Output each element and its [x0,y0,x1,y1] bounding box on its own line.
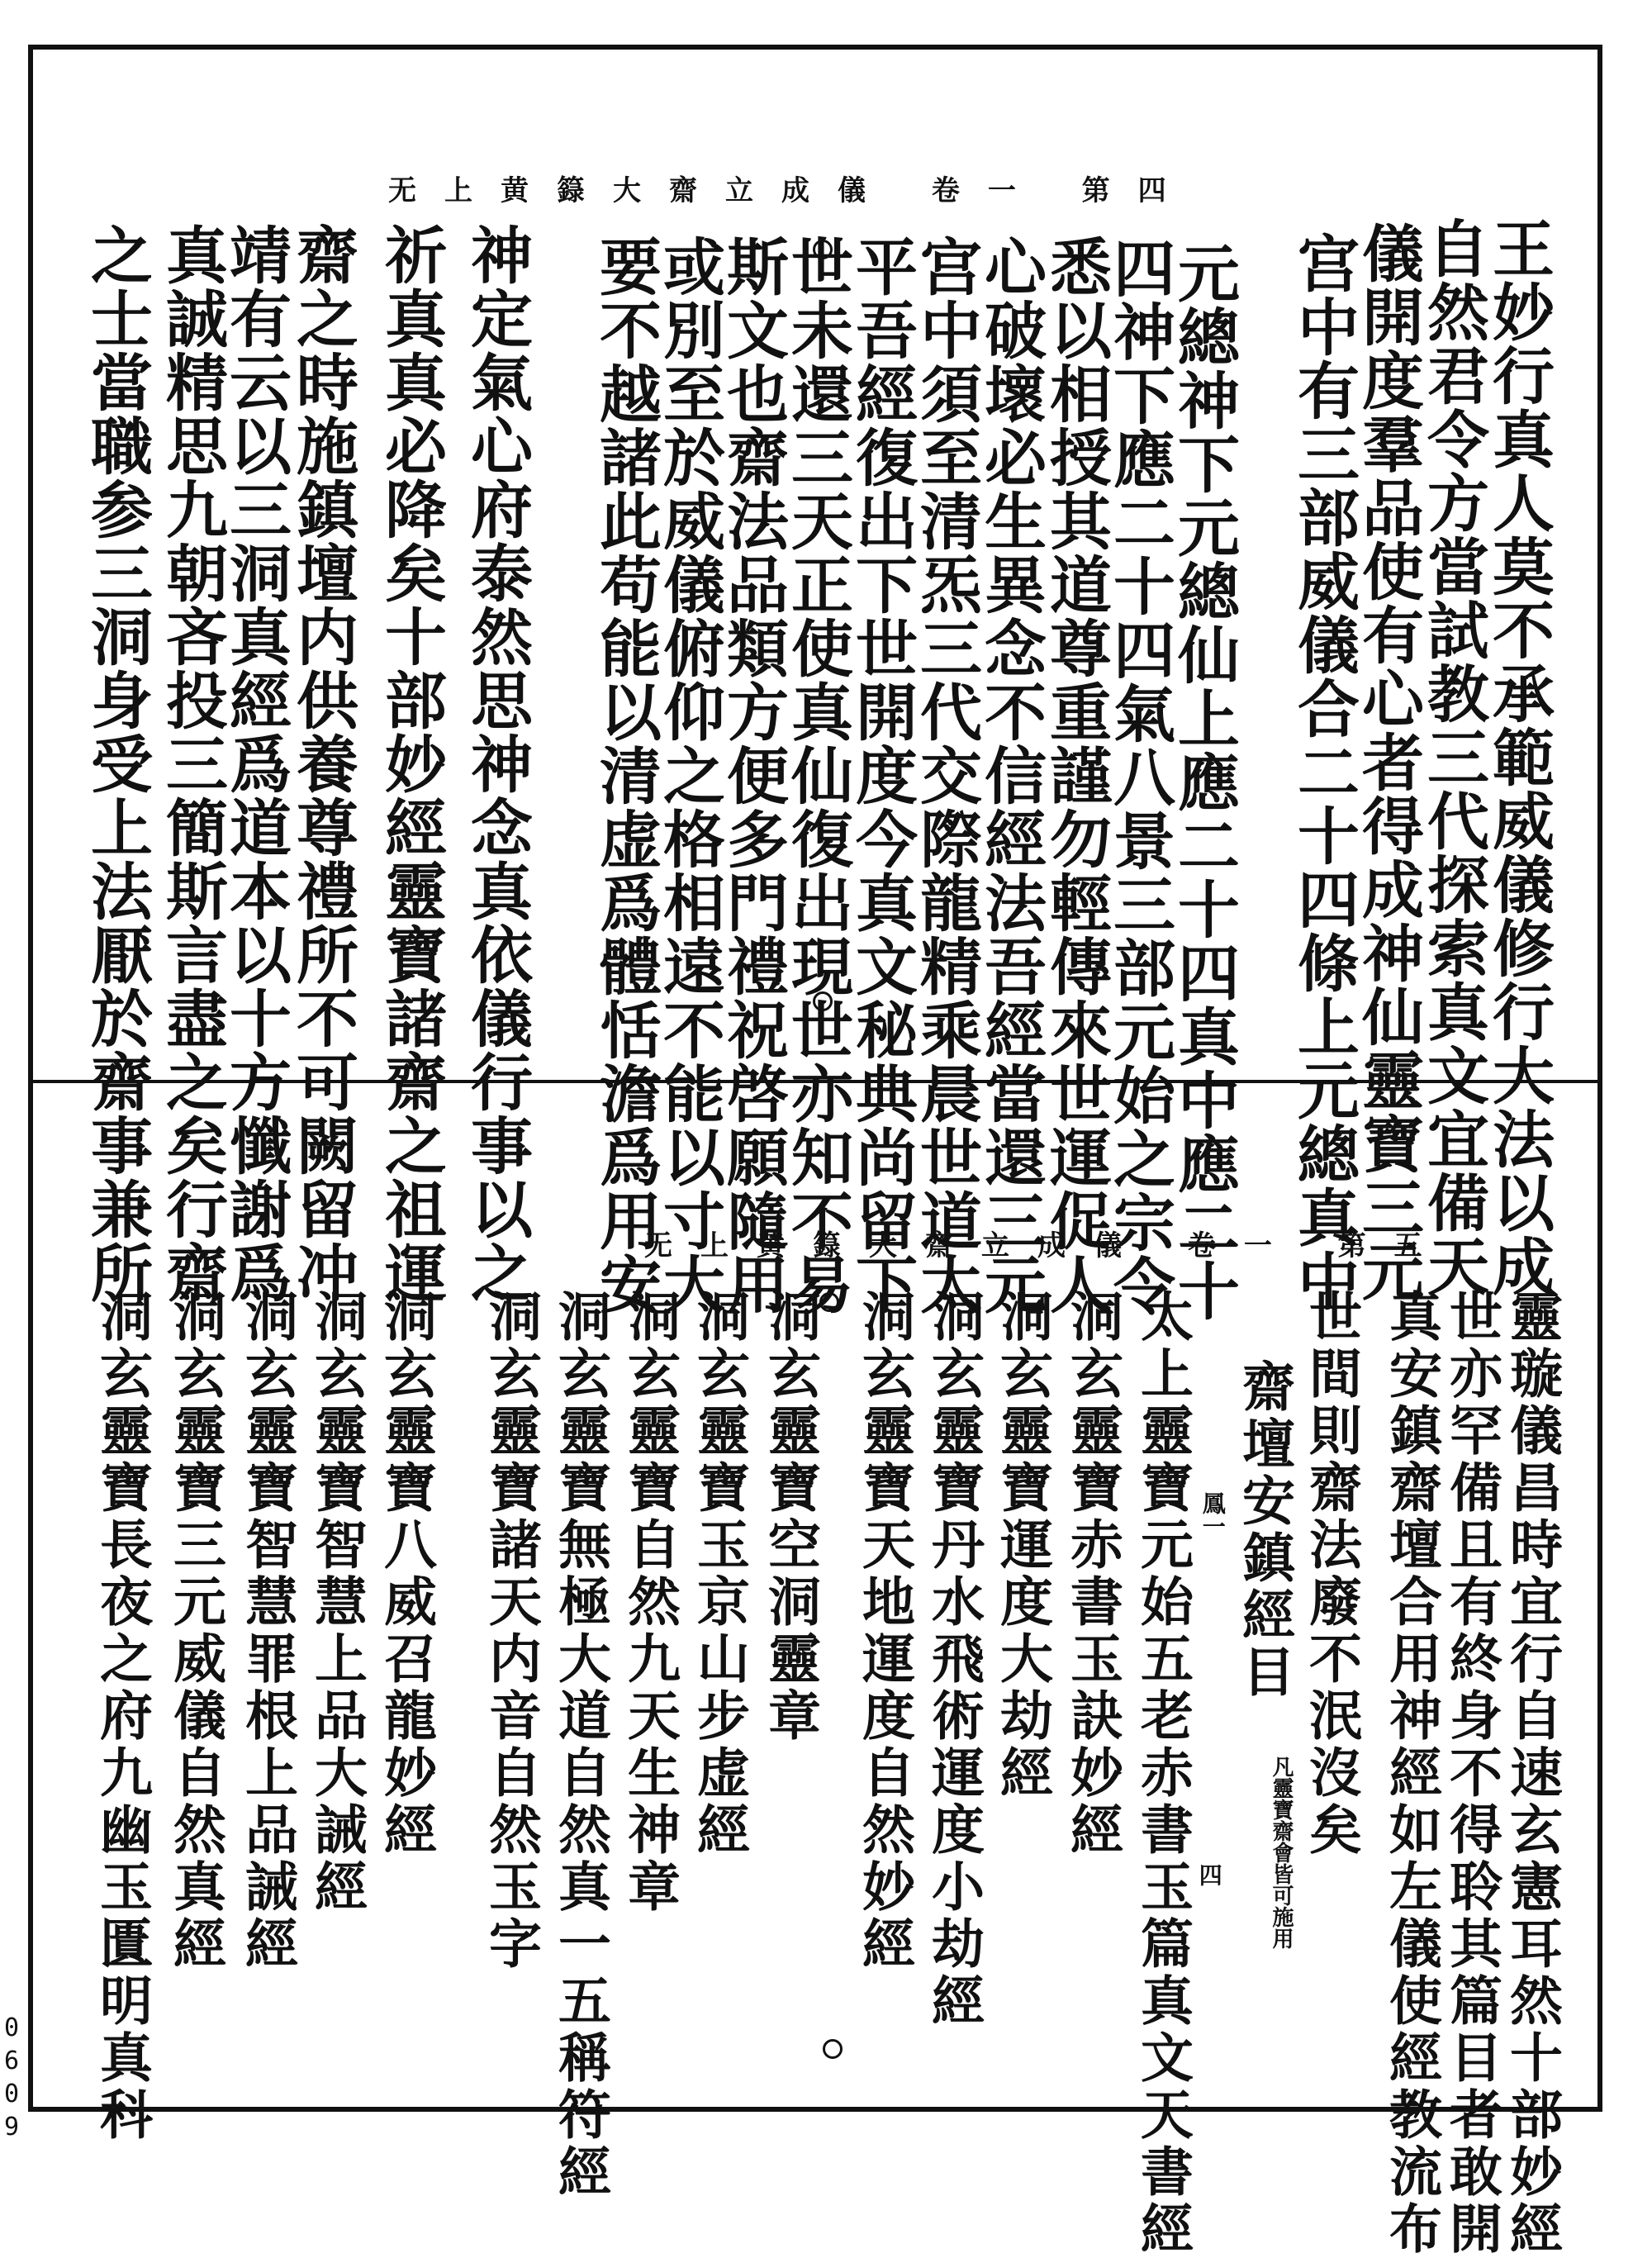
top-column: 平吾經復出下世開度今真文秘典尚留下 [846,235,919,1316]
top-column: 靖有云以三洞真經爲道本以十方懺謝爲 [220,223,292,1305]
bottom-column: 洞玄靈寶丹水飛術運度小劫經 [923,1289,985,2030]
top-page-header: 无上黄籙大齋立成儀 卷一 第四 [388,174,1194,207]
bottom-column: 世間則齋法廢不泯沒矣 [1300,1289,1362,1859]
top-column: 自然君令方當試教三代探索真文宜備天 [1417,216,1490,1298]
circle-mark [813,991,833,1011]
top-column: 王妙行真人莫不承範威儀修行大法以成 [1483,216,1555,1298]
bottom-column: 齋壇安鎮經目 [1233,1359,1295,1701]
top-column: 齋之時施鎮壇内供養尊禮所不可闕留冲 [287,223,359,1305]
top-column: 之士當職参三洞身受上法厭於齋事兼所 [81,223,154,1305]
bottom-note-usage: 凡靈寶齋會皆可施用 [1269,1756,1294,1949]
bottom-column: 太上靈寶元始五老赤書玉篇真文天書經 [1132,1289,1194,2258]
bottom-note-number: 四 [1195,1863,1223,1886]
circle-mark [813,240,833,259]
bottom-column: 洞玄靈寶無極大道自然真一五稱符經 [549,1289,611,2201]
bottom-column: 洞玄靈寶玉京山步虚經 [688,1289,750,1859]
bottom-column: 真安鎮齋壇合用神經如左儀使經教流布 [1380,1289,1442,2258]
bottom-column: 洞玄靈寶八威召龍妙經 [375,1289,437,1859]
top-column: 心破壞必生異念不信經法吾經當還三元 [975,235,1047,1316]
bottom-column: 洞玄靈寶天地運度自然妙經 [853,1289,915,1973]
circle-mark [819,1292,839,1312]
top-column: 元總神下元總仙上應二十四真中應二十 [1168,241,1241,1323]
bottom-column: 洞玄靈寶三元威儀自然真經 [164,1289,226,1973]
bottom-column: 洞玄靈寶空洞靈章 [759,1289,821,1745]
top-column: 世未還三天正使真仙復出現世亦知不易 [781,235,854,1316]
top-column: 要不越諸此苟能以清虚爲體恬澹爲用安 [590,235,662,1316]
bottom-column: 靈璇儀昌時宜行自速玄憲耳然十部妙經 [1501,1289,1563,2258]
bottom-column: 世亦罕備且有終身不得聆其篇目者敢開 [1441,1289,1502,2258]
bottom-column: 洞玄靈寶長夜之府九幽玉匱明真科 [91,1289,153,2144]
top-column: 神定氣心府泰然思神念真依儀行事以之 [461,223,534,1305]
bottom-column: 洞玄靈寶諸天内音自然玉字 [480,1289,542,1973]
top-column: 斯文也齋法品類方便多門禮祝啓願隨用 [717,235,790,1316]
top-column: 真誠精思九朝吝投三簡斯言盡之矣行齋 [156,223,229,1305]
top-column: 悉以相授其道尊重謹勿輕傳來世運促人 [1040,235,1113,1316]
top-column: 四神下應二十四氣八景三部元始之宗令 [1104,236,1176,1318]
bottom-column: 洞玄靈寶赤書玉訣妙經 [1061,1289,1123,1859]
top-column: 宫中須至清炁三代交際龍精乘晨世道太 [910,235,983,1316]
bottom-column: 洞玄靈寶智慧罪根上品誡經 [236,1289,298,1973]
bottom-page-header: 无上黄籙大齋立成儀 卷一 第五 [644,1229,1450,1262]
top-column: 或別至於威儀俯仰之格相遠不能以寸大 [653,235,726,1316]
bottom-column: 洞玄靈寶自然九天生神章 [619,1289,681,1916]
top-column: 儀開度羣品使有心者得成神仙靈寶三元 [1352,221,1425,1303]
bottom-note-volume: 鳳一 [1199,1491,1227,1538]
top-column: 祈真真必降矣十部妙經靈寶諸齋之祖運 [375,223,448,1305]
top-column: 宫中有三部威儀合二十四條上元總真中 [1288,231,1360,1313]
page-number: 0609 [3,2013,20,2142]
bottom-column: 洞玄靈寶智慧上品大誡經 [306,1289,368,1916]
circle-mark [823,2039,843,2059]
bottom-column: 洞玄靈寶運度大劫經 [991,1289,1053,1802]
